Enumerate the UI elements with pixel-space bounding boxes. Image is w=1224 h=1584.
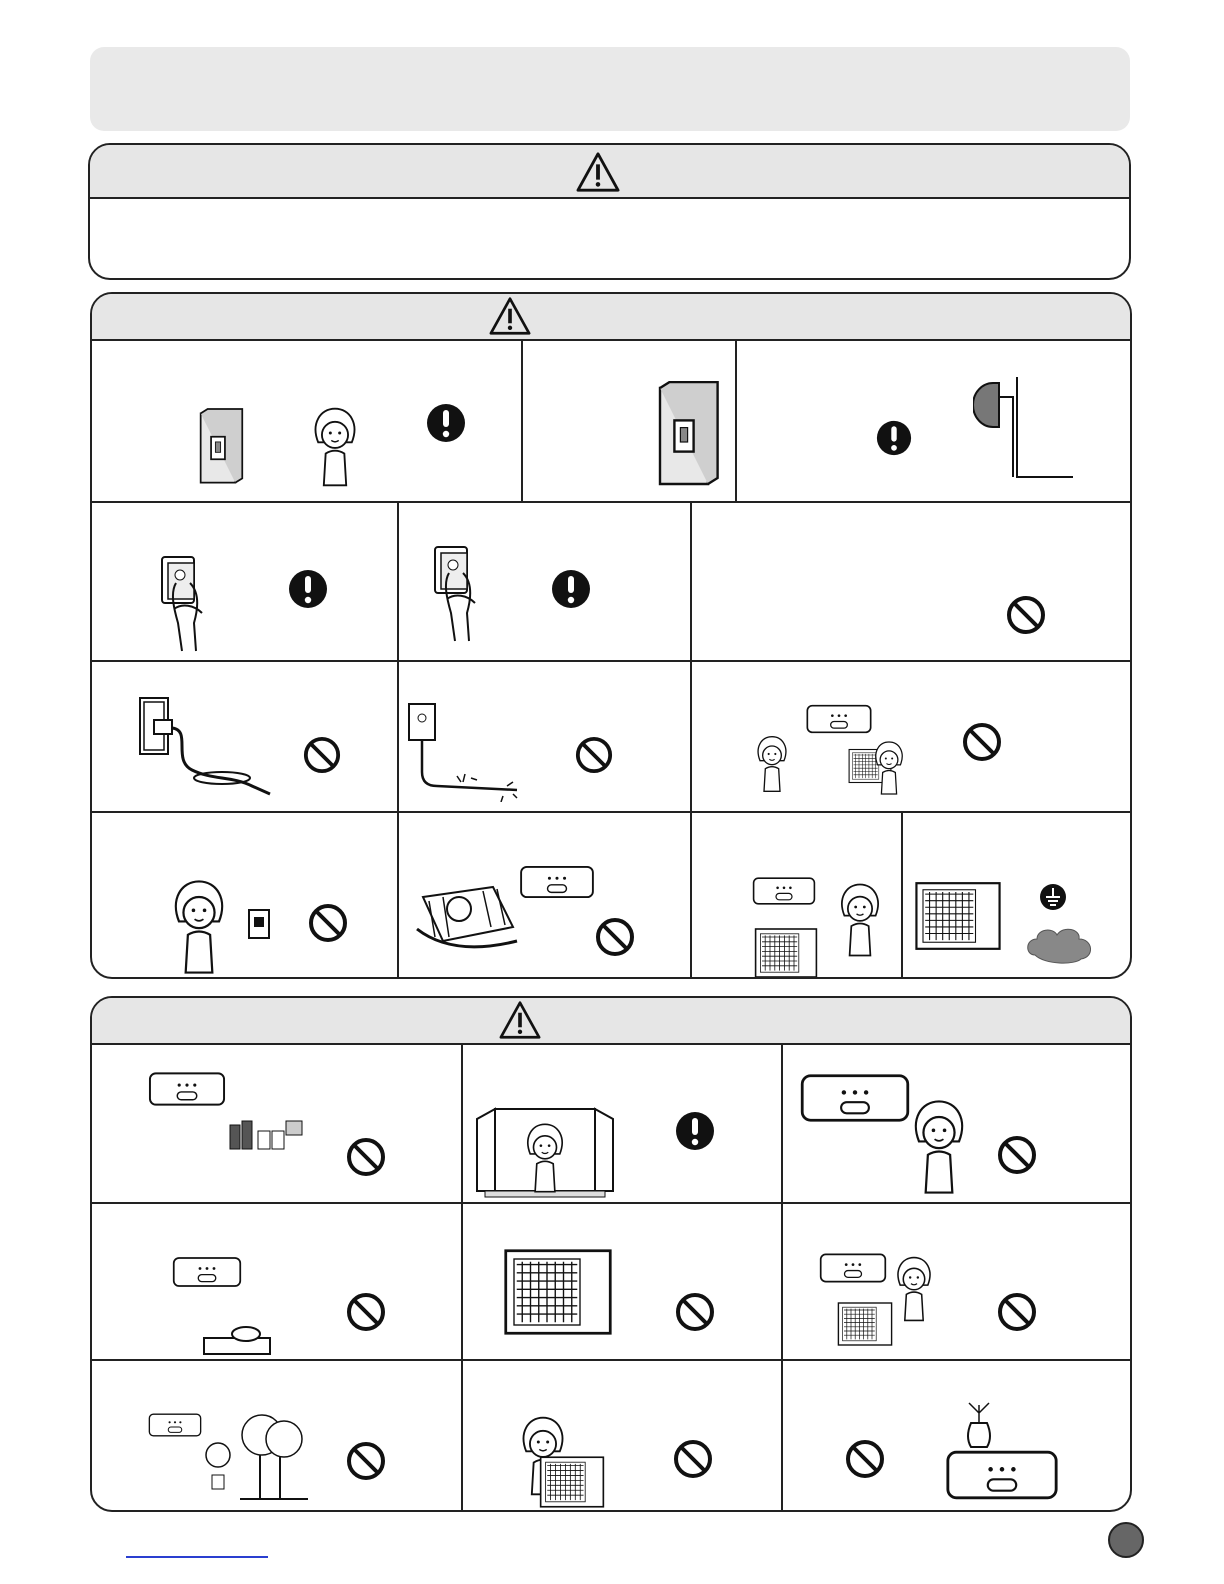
cell-climbing — [463, 1361, 781, 1512]
outdoor-unit-icon — [837, 1296, 893, 1352]
cell-spray-plants — [783, 1204, 1132, 1359]
ac-face-icon — [819, 1252, 887, 1284]
prohibited-icon — [575, 736, 613, 774]
cell-cleaning-unit — [783, 1045, 1132, 1202]
caution-panel-header — [92, 998, 1130, 1045]
prohibited-icon — [675, 1292, 715, 1332]
prohibited-icon — [1006, 595, 1046, 635]
mandatory-icon — [551, 569, 591, 609]
prohibited-icon — [595, 917, 635, 957]
ac-face-icon — [148, 1071, 226, 1107]
cell-ground-wire — [737, 341, 1132, 501]
cell-wet-hands — [92, 813, 397, 979]
bundled-cord-icon — [132, 690, 272, 800]
cloud-icon — [1025, 925, 1095, 965]
cell-stand-check — [463, 1204, 781, 1359]
ac-face-icon — [802, 704, 876, 734]
breaker-icon — [192, 403, 244, 493]
warning-panel — [90, 292, 1132, 979]
warning-triangle-icon — [574, 151, 622, 193]
notice-panel — [88, 143, 1131, 280]
ac-face-icon — [172, 1254, 242, 1290]
ac-face-icon — [795, 1073, 915, 1123]
prohibited-icon — [997, 1292, 1037, 1332]
cell-service-person — [692, 813, 901, 979]
outdoor-unit-icon — [913, 881, 1003, 951]
mandatory-icon — [288, 569, 328, 609]
prohibited-icon — [962, 722, 1002, 762]
prohibited-icon — [346, 1441, 386, 1481]
plug-hand-icon — [154, 551, 214, 655]
worker-icon — [834, 865, 886, 975]
mandatory-icon — [675, 1111, 715, 1151]
cell-grounding — [903, 813, 1132, 979]
child-icon — [752, 724, 792, 804]
prohibited-icon — [845, 1439, 885, 1479]
mandatory-icon — [876, 420, 912, 456]
child-icon — [517, 1121, 573, 1195]
outdoor-unit-icon — [539, 1455, 605, 1509]
page-title-bar — [90, 47, 1130, 131]
notice-panel-header — [90, 145, 1129, 199]
cell-combustion — [92, 1204, 461, 1359]
child-icon — [164, 877, 234, 977]
cell-prohibit-text — [692, 503, 1132, 660]
ac-face-icon — [945, 1449, 1059, 1501]
cell-ventilate-window — [463, 1045, 781, 1202]
warning-triangle-icon — [498, 1000, 542, 1040]
cell-plug-remove — [399, 503, 690, 660]
cell-cord-bundle — [92, 662, 397, 811]
ac-face-icon — [752, 875, 816, 907]
cell-kids-poking — [692, 662, 1132, 811]
page-number-badge — [1108, 1522, 1144, 1558]
footer-link[interactable] — [126, 1556, 268, 1558]
outlet-icon — [248, 909, 270, 939]
cell-plug-insert — [92, 503, 397, 660]
stove-icon — [202, 1322, 272, 1356]
cell-damaged-cord — [399, 662, 690, 811]
prohibited-icon — [346, 1137, 386, 1177]
prohibited-icon — [997, 1135, 1037, 1175]
prohibited-icon — [308, 903, 348, 943]
cell-plants-airflow — [92, 1361, 461, 1512]
ground-symbol-icon — [1039, 883, 1067, 911]
cell-breaker — [523, 341, 735, 501]
mandatory-icon — [426, 403, 466, 443]
child-icon — [870, 732, 908, 804]
plug-hand-icon — [427, 531, 487, 655]
cell-breaker-child — [92, 341, 521, 501]
warning-triangle-icon — [488, 296, 532, 336]
outdoor-unit-icon — [754, 927, 818, 979]
cell-vase-on-unit — [783, 1361, 1132, 1512]
breaker-icon — [648, 381, 720, 491]
prohibited-icon — [346, 1292, 386, 1332]
warning-panel-header — [92, 294, 1130, 341]
ac-face-icon — [148, 1411, 202, 1439]
cell-baby-airflow — [399, 813, 690, 979]
damaged-cord-icon — [407, 702, 537, 802]
prohibited-icon — [673, 1439, 713, 1479]
vase-icon — [961, 1401, 997, 1451]
child-icon — [903, 1097, 975, 1197]
caution-panel — [90, 996, 1132, 1512]
ac-face-icon — [519, 865, 595, 899]
child-icon — [307, 405, 363, 489]
cell-food-storage — [92, 1045, 461, 1202]
child-icon — [891, 1254, 937, 1324]
trees-icon — [200, 1405, 310, 1501]
outdoor-unit-icon — [503, 1244, 613, 1340]
bottles-cans-icon — [226, 1111, 306, 1151]
baby-cradle-icon — [413, 857, 523, 957]
wall-pipe-icon — [973, 377, 1073, 487]
prohibited-icon — [303, 736, 341, 774]
